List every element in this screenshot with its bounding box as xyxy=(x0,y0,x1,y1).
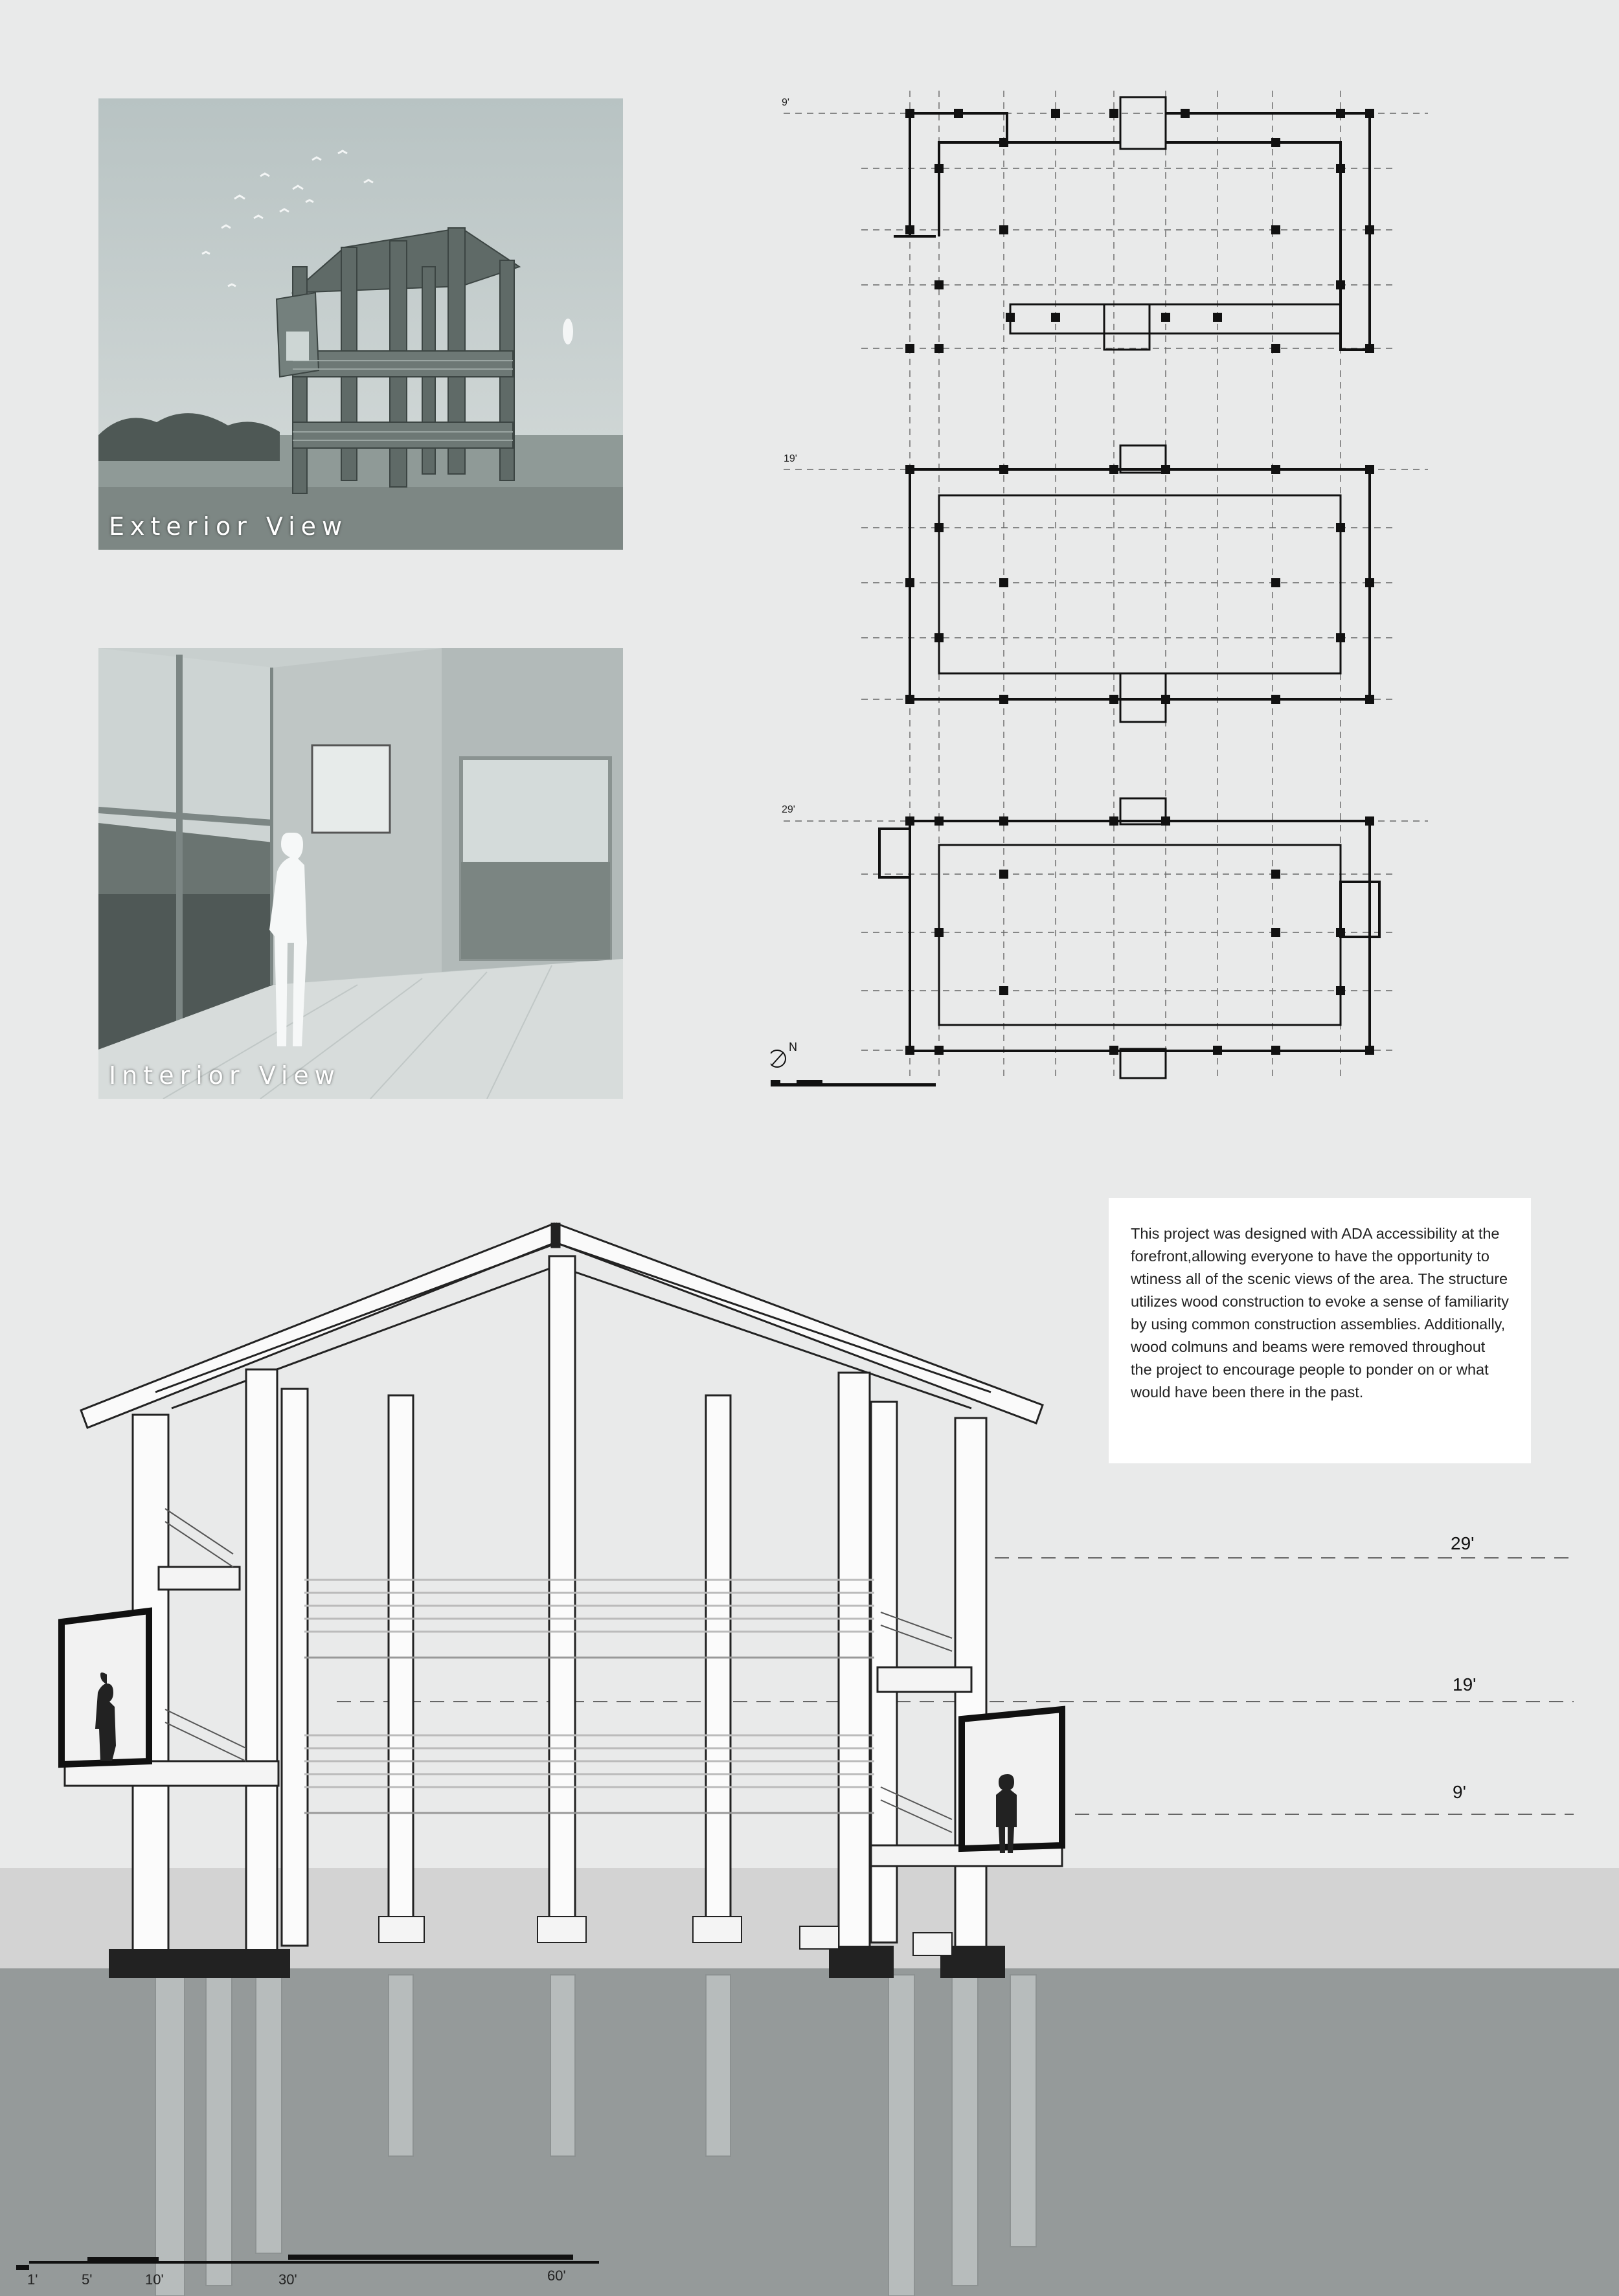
water-band xyxy=(0,1968,1619,2296)
interior-render-drawing xyxy=(98,648,623,1099)
exterior-render xyxy=(98,98,623,550)
section-level-19: 19' xyxy=(1453,1674,1477,1694)
exterior-render-drawing xyxy=(98,98,623,550)
floor-plans xyxy=(771,91,1444,1101)
interior-render xyxy=(98,648,623,1099)
plan-grid-lines xyxy=(784,91,1428,1081)
scale-label-1: 1' xyxy=(27,2271,38,2288)
interior-view-label: Interior View xyxy=(109,1061,341,1090)
left-observation-box xyxy=(62,1611,149,1764)
section-level-29: 29' xyxy=(1451,1533,1475,1553)
scale-label-10: 10' xyxy=(145,2271,164,2288)
plan-9-walls xyxy=(894,97,1370,350)
scale-label-5: 5' xyxy=(82,2271,93,2288)
plan-19-columns xyxy=(905,465,1374,704)
section-level-9: 9' xyxy=(1453,1782,1466,1802)
plan-9-columns xyxy=(905,109,1374,353)
right-observation-box xyxy=(962,1709,1062,1853)
scale-label-30: 30' xyxy=(278,2271,297,2288)
north-label: N xyxy=(789,1041,797,1053)
building-section xyxy=(0,1195,1619,2296)
section-scale-bar xyxy=(16,2248,599,2274)
plan-29-columns xyxy=(905,816,1374,1055)
plan-level-19: 19' xyxy=(784,453,797,464)
section-columns xyxy=(133,1256,986,1952)
plan-29-walls xyxy=(879,798,1379,1078)
plan-19-walls xyxy=(910,445,1370,722)
plan-level-29: 29' xyxy=(782,804,795,815)
project-description: This project was designed with ADA accessibility at the forefront,allowing everyone to have the opportunity to wtiness all of the scenic views of the area. The structure utilizes wood construction to evoke a sense of familiarity by using common construction assemblies. Additionally, wood colmuns and beams were removed throughout the project to encourage people to ponder on or what would have been there in the past. xyxy=(1109,1198,1531,1463)
plan-scale-bar xyxy=(771,1080,936,1086)
plan-level-9: 9' xyxy=(782,97,789,108)
north-arrow-icon xyxy=(771,1050,786,1067)
exterior-view-label: Exterior View xyxy=(109,512,348,541)
scale-label-60: 60' xyxy=(547,2268,566,2284)
